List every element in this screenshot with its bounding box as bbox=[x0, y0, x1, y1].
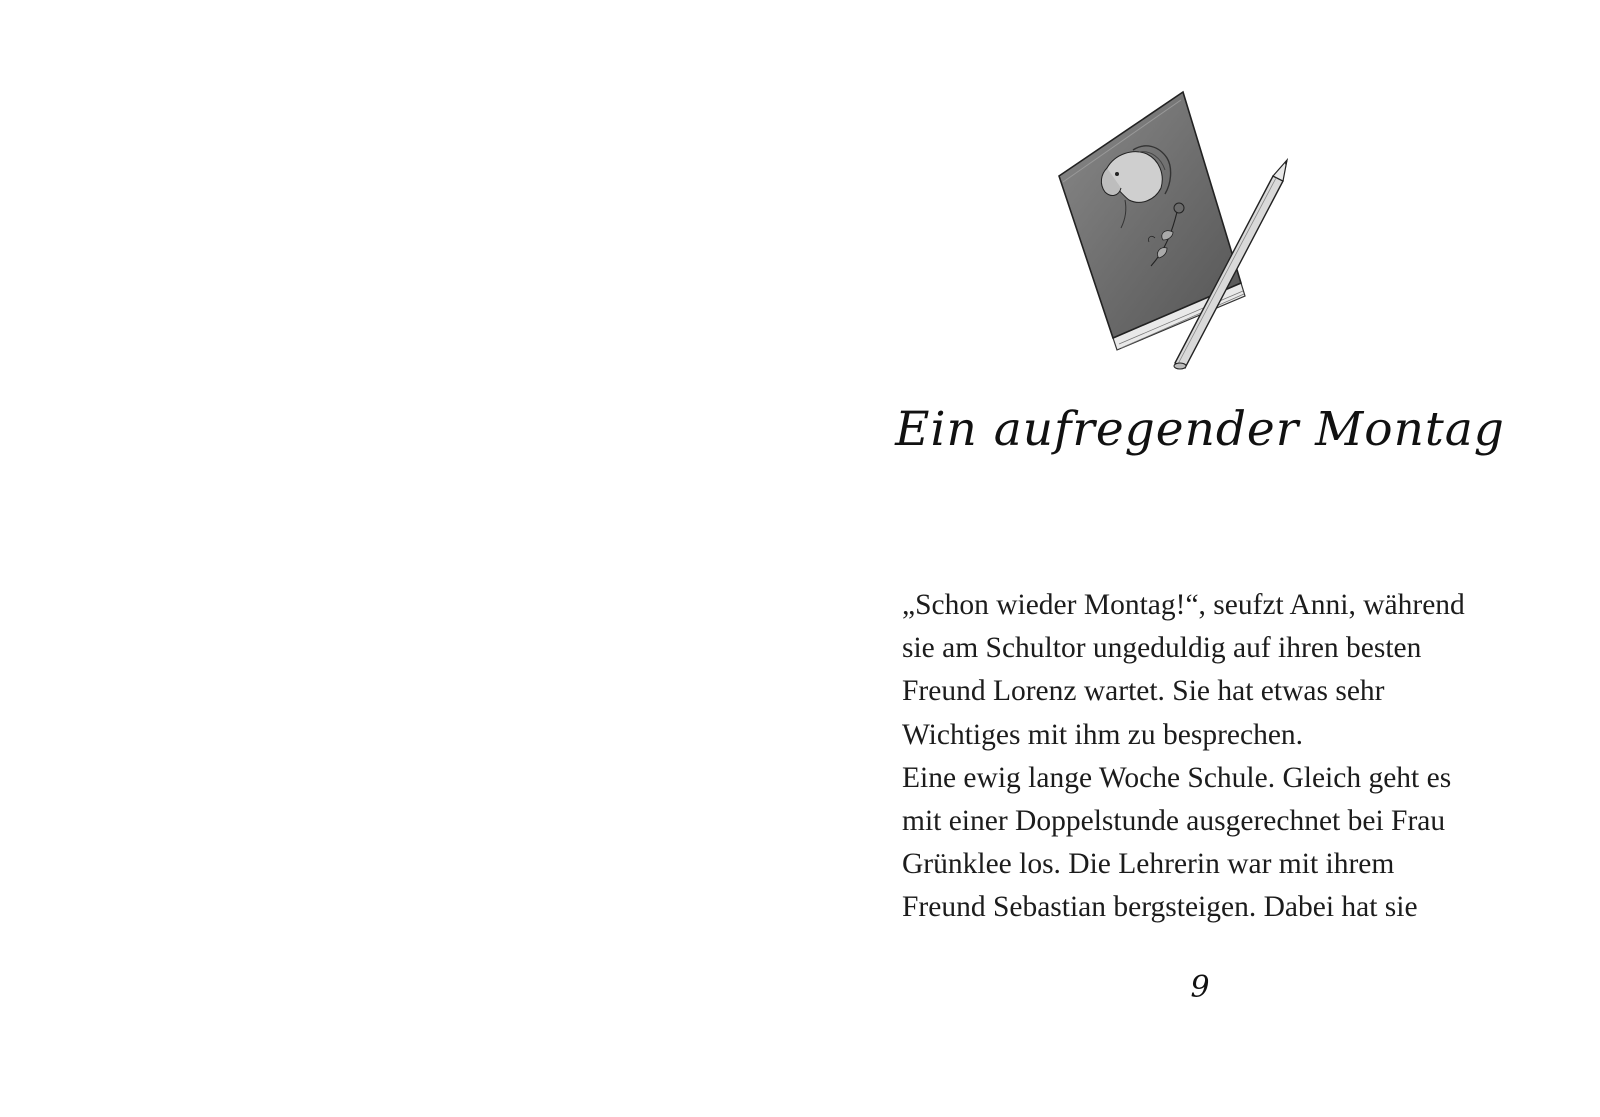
text-line: Wichtiges mit ihm zu besprechen. bbox=[902, 718, 1304, 751]
text-line: Freund Sebastian bergsteigen. Dabei hat sie bbox=[902, 891, 1418, 924]
text-line: sie am Schultor ungeduldig auf ihren besten bbox=[902, 632, 1422, 665]
body-paragraph bbox=[902, 584, 1522, 930]
text-line: „Schon wieder Montag!“, seufzt Anni, während bbox=[902, 589, 1465, 621]
text-line: Grünklee los. Die Lehrerin war mit ihrem bbox=[902, 848, 1395, 881]
right-page bbox=[800, 0, 1600, 1117]
text-line: Freund Lorenz wartet. Sie hat etwas sehr bbox=[902, 675, 1385, 708]
notebook-with-pencil-illustration bbox=[1055, 88, 1305, 373]
text-line: Eine ewig lange Woche Schule. Gleich geht es bbox=[902, 761, 1452, 794]
text-line: mit einer Doppelstunde ausgerechnet bei Frau bbox=[902, 805, 1446, 838]
chapter-title: Ein aufregender Montag bbox=[895, 402, 1505, 457]
page-number: 9 bbox=[1190, 970, 1210, 1005]
